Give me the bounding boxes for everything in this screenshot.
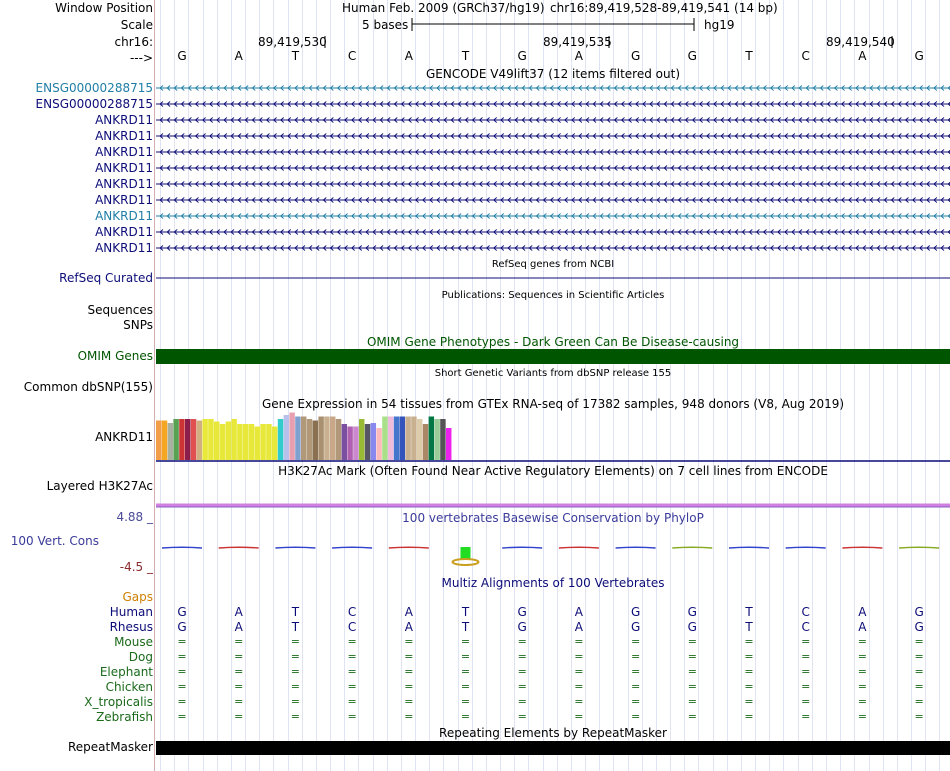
gtex-bar [440,419,445,460]
alignment-cell: = [177,680,187,693]
gtex-bar [301,417,306,461]
species-label: Rhesus [109,620,153,634]
phylop-segment [559,547,599,548]
gtex-bar [411,417,416,461]
alignment-cell: C [801,620,810,634]
species-label: Dog [128,650,153,664]
refseq-title: RefSeq genes from NCBI [491,259,615,270]
alignment-cell: G [177,605,187,619]
gencode-item-label[interactable]: ANKRD11 [95,193,153,207]
gaps-label: Gaps [122,590,153,604]
alignment-cell: = [630,695,641,708]
base-letter: A [234,49,243,63]
alignment-cell: = [744,695,754,708]
phylop-track[interactable] [156,525,950,575]
alignment-cell: = [574,650,584,663]
gtex-bar [434,419,439,460]
alignment-cell: T [745,620,753,634]
alignment-cell: = [290,680,300,693]
phylop-segment [842,547,882,548]
gtex-bar [376,428,381,460]
scale-text: 5 bases [362,18,409,32]
alignment-cell: = [290,665,300,678]
publications-title: Publications: Sequences in Scientific Articles [441,290,665,301]
alignment-cell: = [914,710,924,723]
gencode-item-label[interactable]: ANKRD11 [95,161,153,175]
alignment-cell: = [630,635,641,648]
phylop-label[interactable]: 100 Vert. Cons [10,534,99,548]
alignment-cell: = [744,665,754,678]
gtex-bar [278,419,283,460]
phylop-segment [899,547,939,548]
gtex-bar [394,417,399,461]
phylop-segment [275,547,315,548]
base-letter: A [574,49,583,63]
gtex-bar [237,424,242,460]
gencode-item-label[interactable]: ANKRD11 [95,177,153,191]
phylop-segment [389,547,429,548]
alignment-cell: = [234,665,244,678]
phylop-ymax: 4.88 _ [116,510,153,524]
gtex-bar [330,417,335,461]
alignment-cell: = [404,665,414,678]
gtex-bar [185,419,190,460]
gtex-bar [260,424,265,460]
alignment-cell: = [290,650,300,663]
alignment-cell: A [234,605,243,619]
alignment-cell: = [347,650,357,663]
base-letter: C [801,49,810,63]
species-label: Zebrafish [96,710,153,724]
alignment-cell: = [517,635,527,648]
alignment-cell: = [234,680,244,693]
species-label: Elephant [99,665,153,679]
alignment-cell: = [914,695,924,708]
alignment-cell: = [857,665,867,678]
gtex-bar [168,423,173,460]
alignment-cell: = [914,635,924,648]
phylop-ymin: -4.5 _ [119,560,153,574]
gtex-bar [272,427,277,461]
h3k27ac-track[interactable] [156,500,950,510]
alignment-cell: = [177,710,187,723]
db-label: hg19 [704,18,735,32]
phylop-title: 100 vertebrates Basewise Conservation by PhyloP [402,511,704,525]
refseq-label[interactable]: RefSeq Curated [59,271,153,285]
h3k27ac-title: H3K27Ac Mark (Often Found Near Active Regulatory Elements) on 7 cell lines from ENCODE [278,464,828,478]
alignment-cell: C [801,605,810,619]
phylop-segment [616,547,656,548]
base-letter: C [347,49,357,63]
alignment-cell: = [687,710,697,723]
alignment-cell: = [687,635,697,648]
alignment-cell: = [517,650,527,663]
gtex-bar [324,417,329,461]
alignment-cell: = [744,650,754,663]
alignment-cell: = [630,650,641,663]
gtex-bar [220,424,225,460]
gtex-bar [255,427,260,461]
alignment-cell: G [630,620,641,634]
alignment-cell: = [914,680,924,693]
alignment-cell: = [460,650,471,663]
base-letter: T [745,49,753,63]
alignment-cell: = [687,665,697,678]
snps-label[interactable]: SNPs [123,318,153,332]
gtex-bar [388,417,393,461]
gtex-bar [202,419,207,460]
alignment-cell: = [857,680,867,693]
gtex-bar [191,419,196,460]
gtex-bar [266,424,271,460]
gtex-bar [295,417,300,461]
alignment-cell: = [177,665,187,678]
phylop-highlight [453,559,479,565]
alignment-cell: = [234,650,244,663]
alignment-cell: = [574,635,584,648]
alignment-cell: T [461,620,470,634]
gencode-item-label[interactable]: ANKRD11 [95,209,153,223]
gtex-bar [307,419,312,460]
alignment-cell: A [858,620,867,634]
gtex-bar [162,421,167,461]
phylop-bar [461,547,471,559]
base-letter: G [630,49,641,63]
alignment-cell: C [347,620,357,634]
alignment-cell: = [404,650,414,663]
omim-bar[interactable] [156,349,950,364]
alignment-cell: A [234,620,243,634]
gtex-bar [208,419,213,460]
alignment-cell: = [801,710,811,723]
gencode-item-label[interactable]: ANKRD11 [95,113,153,127]
alignment-cell: = [857,710,867,723]
alignment-cell: = [801,650,811,663]
alignment-cell: = [517,665,527,678]
alignment-cell: = [234,635,244,648]
alignment-cell: = [347,680,357,693]
gtex-bar [313,421,318,461]
coord-label-3: 89,419,540 [826,35,895,49]
alignment-cell: A [574,620,583,634]
gtex-bar [197,421,202,461]
gtex-chart[interactable] [156,410,950,462]
gtex-bar [353,427,358,461]
gtex-bar [382,417,387,461]
refseq-track[interactable] [156,270,950,290]
gtex-bar [226,422,231,461]
alignment-cell: = [630,680,641,693]
alignment-cell: = [404,680,414,693]
alignment-cell: = [290,710,300,723]
base-letter: T [461,49,470,63]
track-labels [0,0,153,771]
coord-ticks [0,0,950,50]
alignment-cell: C [347,605,357,619]
chrom-label: chr16: [114,35,153,49]
alignment-cell: G [914,605,924,619]
alignment-cell: A [404,605,413,619]
alignment-cell: = [404,635,414,648]
alignment-cell: = [460,635,471,648]
base-letter: G [177,49,187,63]
alignment-cell: G [177,620,187,634]
alignment-cell: = [687,695,697,708]
phylop-segment [786,547,826,548]
h3k27ac-label[interactable]: Layered H3K27Ac [46,479,153,493]
gtex-bar [289,413,294,461]
gtex-bar [371,423,376,460]
gtex-label[interactable]: ANKRD11 [95,430,153,444]
alignment-cell: = [801,695,811,708]
alignment-cell: = [177,650,187,663]
alignment-cell: = [914,650,924,663]
alignment-cell: = [234,695,244,708]
gtex-bar [429,417,434,461]
gencode-item-label[interactable]: ANKRD11 [95,241,153,255]
alignment-cell: = [857,650,867,663]
alignment-cell: = [630,665,641,678]
alignment-cell: T [745,605,753,619]
omim-label[interactable]: OMIM Genes [77,349,153,363]
gtex-title: Gene Expression in 54 tissues from GTEx RNA-seq of 17382 samples, 948 donors (V8, Aug 2019) [261,397,845,411]
phylop-segment [162,547,202,548]
gtex-bar [243,424,248,460]
gtex-bar [342,424,347,460]
scale-label: Scale [120,18,153,32]
repeatmasker-title: Repeating Elements by RepeatMasker [439,726,667,740]
gtex-bar [365,424,370,460]
sequences-label[interactable]: Sequences [87,303,153,317]
position-readout: chr16:89,419,528-89,419,541 (14 bp) [550,1,778,15]
phylop-segment [672,547,712,548]
phylop-segment [219,547,259,548]
gencode-transcripts[interactable] [156,80,950,260]
species-label: Human [109,605,153,619]
alignment-cell: = [347,635,357,648]
alignment-cell: A [404,620,413,634]
alignment-cell: = [517,710,527,723]
gencode-item-label[interactable]: ANKRD11 [95,225,153,239]
alignment-cell: = [290,695,300,708]
species-label: Chicken [105,680,153,694]
alignment-cell: = [574,680,584,693]
alignment-cell: = [234,710,244,723]
alignment-cell: = [801,680,811,693]
gtex-bar [359,419,364,460]
species-label: Mouse [114,635,153,649]
assembly-title: Human Feb. 2009 (GRCh37/hg19) [342,1,545,15]
alignment-cell: = [574,695,584,708]
alignment-cell: = [347,695,357,708]
gtex-bar [231,419,236,460]
alignment-cell: T [291,605,300,619]
gtex-bar [423,424,428,460]
gencode-title[interactable]: GENCODE V49lift37 (12 items filtered out) [425,67,680,81]
gtex-bar [347,427,352,461]
base-letter: G [914,49,924,63]
gtex-bar [214,422,219,461]
alignment-cell: = [744,635,754,648]
gtex-bar [156,421,161,461]
alignment-cell: = [404,710,414,723]
coord-label-2: 89,419,535 [543,35,612,49]
alignment-cell: = [517,695,527,708]
alignment-cell: = [801,635,811,648]
label-separator [154,0,155,771]
base-letter: A [858,49,867,63]
base-letter: G [517,49,527,63]
gencode-item-label[interactable]: ANKRD11 [95,145,153,159]
alignment-cell: = [687,680,697,693]
alignment-cell: = [744,680,754,693]
phylop-segment [502,547,542,548]
coord-label-1: 89,419,530 [258,35,327,49]
gtex-bar [417,419,422,460]
alignment-cell: = [347,710,357,723]
gtex-bar [400,417,405,461]
alignment-cell: T [291,620,300,634]
window-position-label: Window Position [55,1,153,15]
alignment-cell: = [574,710,584,723]
alignment-cell: G [517,605,527,619]
repeatmasker-bar[interactable] [156,741,950,755]
gencode-item-label[interactable]: ENSG00000288715 [35,81,153,95]
base-letter: T [291,49,300,63]
alignment-cell: = [460,695,471,708]
omim-title: OMIM Gene Phenotypes - Dark Green Can Be Disease-causing [366,335,740,349]
alignment-cell: T [461,605,470,619]
gtex-bar [336,419,341,460]
gencode-item-label[interactable]: ANKRD11 [95,129,153,143]
alignment-cell: = [177,695,187,708]
alignment-cell: = [290,635,300,648]
gtex-bar [405,417,410,461]
alignment-cell: = [801,665,811,678]
alignment-cell: = [857,695,867,708]
gtex-bar [284,415,289,460]
base-letter: A [404,49,413,63]
strand-arrow-label: ---> [129,51,153,65]
multiz-title: Multiz Alignments of 100 Vertebrates [441,576,665,590]
alignment-cell: = [460,665,471,678]
alignment-cell: = [177,635,187,648]
alignment-cell: A [574,605,583,619]
alignment-cell: = [687,650,697,663]
gencode-item-label[interactable]: ENSG00000288715 [35,97,153,111]
alignment-cell: G [687,620,697,634]
repeatmasker-label[interactable]: RepeatMasker [67,740,153,754]
alignment-cell: = [347,665,357,678]
dbsnp-label[interactable]: Common dbSNP(155) [23,380,153,394]
alignment-cell: = [460,710,471,723]
alignment-cell: G [517,620,527,634]
gtex-bar [446,428,451,460]
phylop-segment [729,547,769,548]
base-letter: G [687,49,697,63]
alignment-cell: G [914,620,924,634]
gtex-bar [179,419,184,460]
species-label: X_tropicalis [84,695,153,709]
gtex-bar [249,424,254,460]
alignment-cell: = [404,695,414,708]
alignment-cell: = [517,680,527,693]
alignment-cell: G [630,605,641,619]
gtex-bar [173,419,178,460]
dbsnp-title: Short Genetic Variants from dbSNP release 155 [434,368,672,379]
alignment-cell: G [687,605,697,619]
phylop-segment [332,547,372,548]
alignment-cell: = [744,710,754,723]
alignment-cell: = [630,710,641,723]
gtex-bar [318,417,323,461]
alignment-cell: = [914,665,924,678]
alignment-cell: = [857,635,867,648]
alignment-cell: A [858,605,867,619]
alignment-cell: = [574,665,584,678]
alignment-cell: = [460,680,471,693]
